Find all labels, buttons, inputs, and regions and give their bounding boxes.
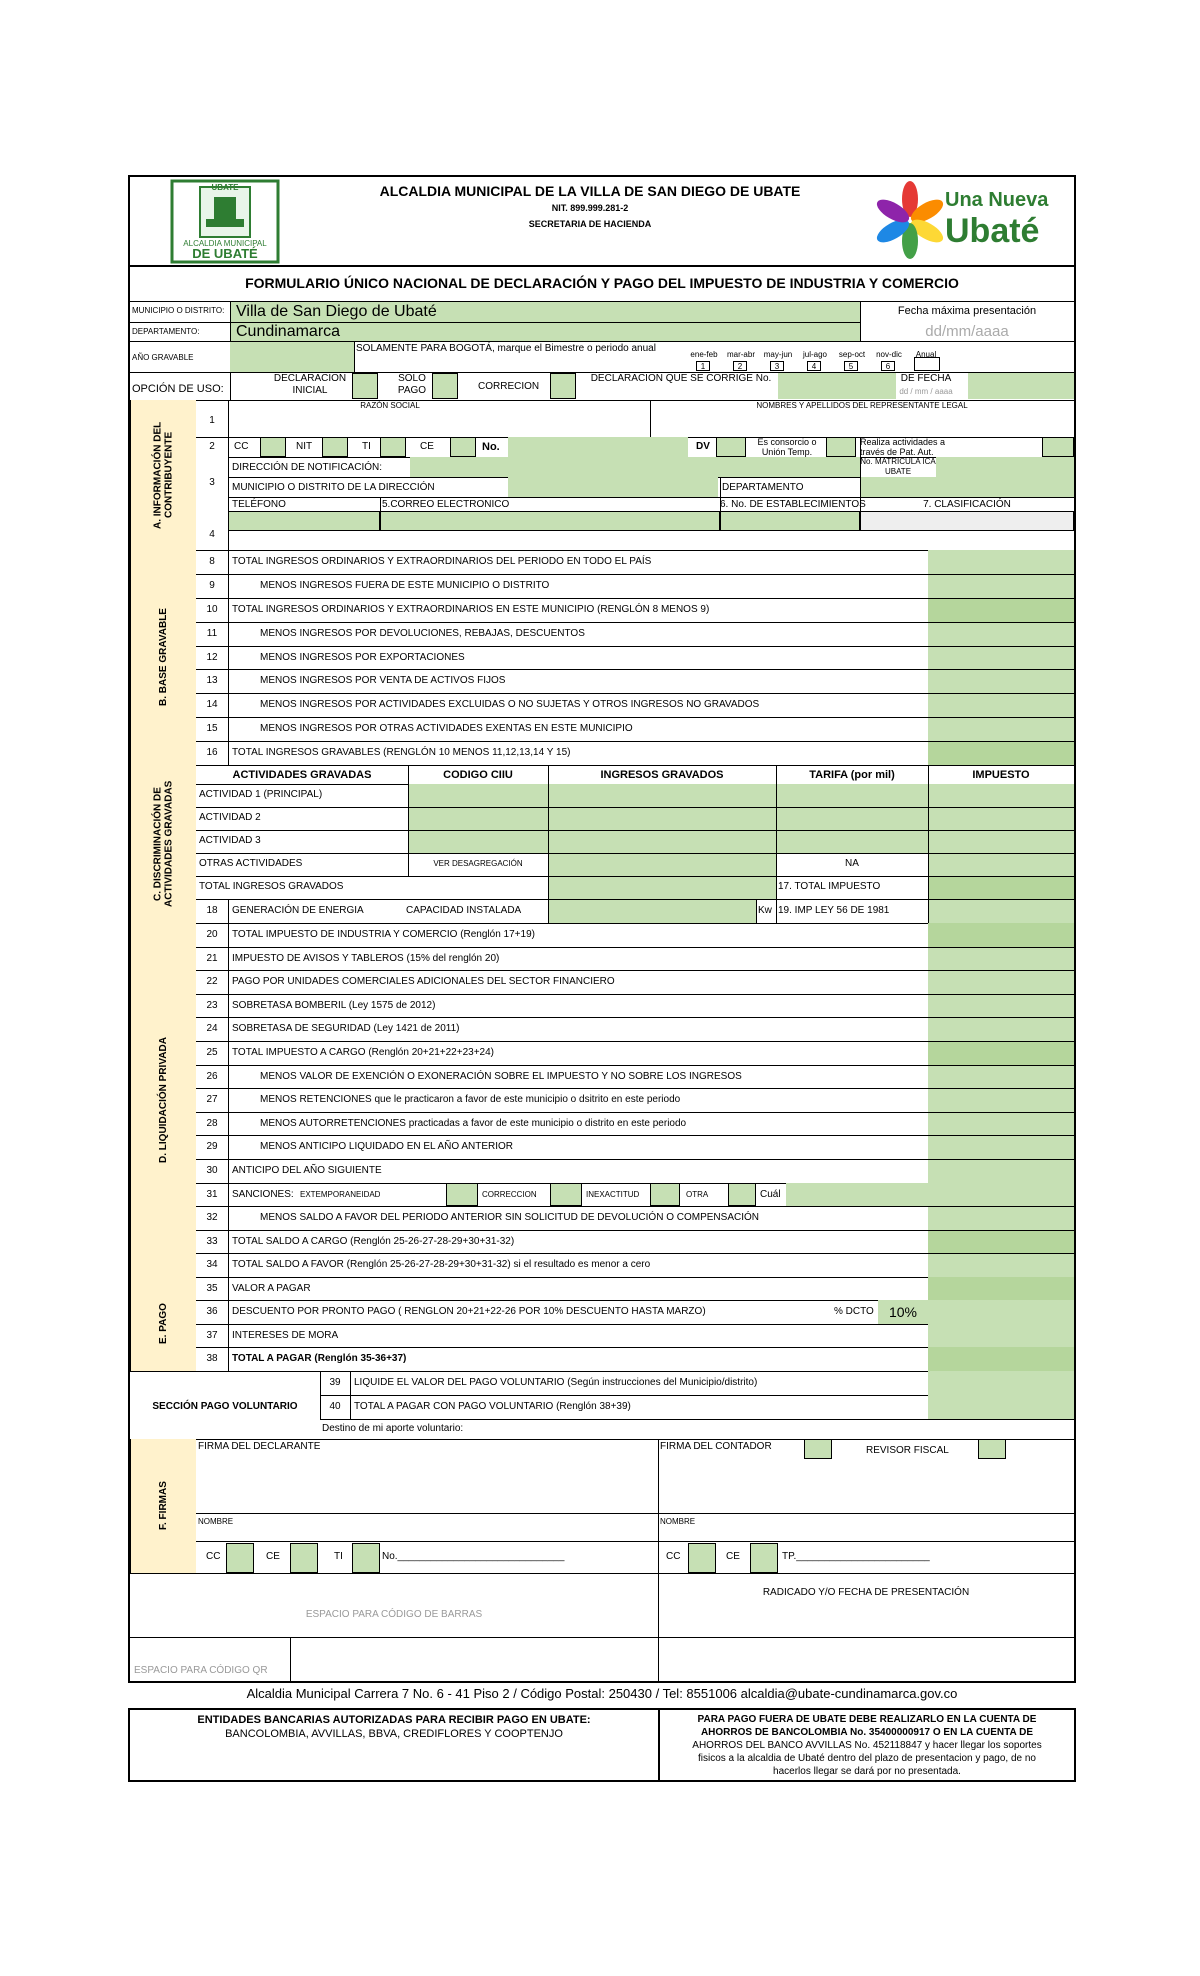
nombre-declarante-label: NOMBRE: [198, 1517, 234, 1526]
cual-label: Cuál: [760, 1188, 781, 1200]
row-label-16: TOTAL INGRESOS GRAVABLES (RENGLÓN 10 MENOS 11,12,13,14 Y 15): [232, 747, 571, 759]
bimestre-label-2: mar-abr: [726, 350, 755, 359]
row-num-38: 38: [206, 1353, 218, 1364]
row-num-35: 35: [206, 1283, 218, 1294]
pago-fuera-5: hacerlos llegar se dará por no presentada.: [773, 1766, 961, 1777]
contador-ce-label: CE: [726, 1551, 740, 1562]
section-e-label: E. PAGO: [130, 1277, 196, 1371]
contador-tp-field[interactable]: TP.________________________: [782, 1551, 930, 1562]
kw-label: Kw: [758, 905, 772, 916]
establecimientos-field[interactable]: [720, 511, 860, 531]
r38-field[interactable]: [928, 1347, 1074, 1371]
row-label-8: TOTAL INGRESOS ORDINARIOS Y EXTRAORDINARIOS DEL PERIODO EN TODO EL PAÍS: [232, 556, 652, 567]
capacidad-label: CAPACIDAD INSTALADA: [406, 905, 522, 916]
act2-tarifa-field[interactable]: [776, 807, 928, 830]
form-title: FORMULARIO ÚNICO NACIONAL DE DECLARACIÓN Y PAGO DEL IMPUESTO DE INDUSTRIA Y COMERCIO: [245, 275, 959, 291]
de-fecha-field[interactable]: dd / mm / aaaa: [899, 387, 953, 396]
bogota-label: SOLAMENTE PARA BOGOTÁ, marque el Bimestre o periodo anual: [356, 343, 656, 354]
total-impuesto-field[interactable]: [928, 876, 1074, 899]
row-num-31: 31: [206, 1188, 218, 1200]
radicado-label: RADICADO Y/O FECHA DE PRESENTACIÓN: [762, 1587, 970, 1598]
ti-label: TI: [362, 441, 371, 452]
row-label-26: MENOS VALOR DE EXENCIÓN O EXONERACIÓN SOBRE EL IMPUESTO Y NO SOBRE LOS INGRESOS: [260, 1070, 742, 1082]
section-b-label: B. BASE GRAVABLE: [130, 550, 196, 765]
section-a-label: A. INFORMACIÓN DEL CONTRIBUYENTE: [130, 400, 196, 550]
act2-impuesto-field[interactable]: [928, 807, 1074, 830]
otra-label: OTRA: [686, 1189, 709, 1199]
direccion-label: DIRECCIÓN DE NOTIFICACIÓN:: [232, 462, 383, 473]
ce-label: CE: [420, 441, 434, 452]
r35-label: VALOR A PAGAR: [232, 1283, 311, 1294]
row-num-30: 30: [206, 1165, 218, 1176]
act1-ciiu-field[interactable]: [408, 784, 548, 807]
correo-field[interactable]: [380, 511, 720, 531]
telefono-field[interactable]: [228, 511, 380, 531]
row-field-15[interactable]: [928, 717, 1074, 741]
row-num-33: 33: [206, 1235, 218, 1247]
bimestre-label-1: ene-feb: [690, 350, 718, 359]
extemp-field[interactable]: [446, 1183, 478, 1207]
firma-cc-label: CC: [206, 1551, 221, 1562]
r39-label: LIQUIDE EL VALOR DEL PAGO VOLUNTARIO (Según instrucciones del Municipio/distrito): [354, 1377, 758, 1388]
generacion-label: GENERACIÓN DE ENERGIA: [232, 905, 364, 916]
correccion-sancion-label: CORRECCION: [482, 1189, 537, 1199]
representante-label: NOMBRES Y APELLIDOS DEL REPRESENTANTE LEGAL: [756, 401, 968, 410]
declaracion-corrige-label: DECLARACION QUE SE CORRIGE No.: [590, 373, 772, 384]
row-num-14: 14: [206, 699, 218, 711]
contador-cc-label: CC: [666, 1551, 681, 1562]
row-label-13: MENOS INGRESOS POR VENTA DE ACTIVOS FIJOS: [260, 675, 506, 687]
ano-label: AÑO GRAVABLE: [132, 353, 194, 362]
ano-field[interactable]: [230, 342, 354, 372]
ley56-label: 19. IMP LEY 56 DE 1981: [778, 905, 890, 916]
row-num-22: 22: [206, 976, 218, 988]
header-secretaria: SECRETARIA DE HACIENDA: [528, 219, 652, 229]
row-field-10[interactable]: [928, 598, 1074, 622]
row-field-12[interactable]: [928, 646, 1074, 670]
razon-social-label: RAZÓN SOCIAL: [360, 401, 420, 410]
row-num-1: 1: [209, 415, 215, 426]
row-num-28: 28: [206, 1117, 218, 1129]
row-label-14: MENOS INGRESOS POR ACTIVIDADES EXCLUIDAS O NO SUJETAS Y OTROS INGRESOS NO GRAVADOS: [260, 699, 760, 711]
row-num-4: 4: [209, 529, 215, 540]
firma-ti-label: TI: [334, 1551, 343, 1562]
row-field-16[interactable]: [928, 741, 1074, 765]
row-field-31[interactable]: [928, 1183, 1074, 1207]
act2-ciiu-field[interactable]: [408, 807, 548, 830]
h-ciiu: CODIGO CIIU: [443, 769, 513, 781]
bimestre-checkbox-3[interactable]: 3: [770, 361, 784, 371]
firma-ce-label: CE: [266, 1551, 280, 1562]
r36-label: DESCUENTO POR PRONTO PAGO ( RENGLON 20+21+22-26 POR 10% DESCUENTO HASTA MARZO): [232, 1306, 706, 1317]
bimestre-label-7: Anual: [915, 350, 937, 359]
row-label-20: TOTAL IMPUESTO DE INDUSTRIA Y COMERCIO (Renglón 17+19): [232, 929, 535, 940]
row-num-8: 8: [209, 556, 215, 567]
matricula-label: No. MATRICULA ICA UBATE: [860, 457, 936, 476]
municipio-label: MUNICIPIO O DISTRITO:: [132, 306, 225, 315]
declaracion-inicial-checkbox[interactable]: [352, 373, 378, 399]
extemp-label: EXTEMPORANEIDAD: [300, 1189, 381, 1199]
section-f-label: F. FIRMAS: [130, 1439, 196, 1573]
act1-impuesto-field[interactable]: [928, 784, 1074, 807]
cual-field[interactable]: [786, 1183, 928, 1207]
row-num-40: 40: [329, 1401, 341, 1412]
pat-aut-checkbox[interactable]: [1042, 437, 1074, 457]
anual-checkbox[interactable]: [914, 357, 940, 371]
r40-label: TOTAL A PAGAR CON PAGO VOLUNTARIO (Renglón 38+39): [354, 1401, 631, 1412]
ver-desagregacion[interactable]: VER DESAGREGACIÓN: [433, 859, 523, 868]
row-field-22[interactable]: [928, 970, 1074, 994]
departamento-value: Cundinamarca: [236, 323, 341, 340]
r39-field[interactable]: [928, 1371, 1074, 1395]
firma-cc-checkbox[interactable]: [226, 1543, 254, 1573]
row-label-23: SOBRETASA BOMBERIL (Ley 1575 de 2012): [232, 999, 436, 1011]
row-num-24: 24: [206, 1023, 218, 1035]
solo-pago-label: SOLO PAGO: [397, 373, 427, 396]
row-field-24[interactable]: [928, 1017, 1074, 1041]
row-field-13[interactable]: [928, 669, 1074, 693]
correccion-checkbox[interactable]: [550, 373, 576, 399]
bimestre-checkbox-4[interactable]: 4: [807, 361, 821, 371]
row-field-9[interactable]: [928, 574, 1074, 598]
row-num-20: 20: [206, 929, 218, 940]
firma-ti-checkbox[interactable]: [352, 1543, 380, 1573]
row-num-25: 25: [206, 1047, 218, 1058]
act3-ingresos-field[interactable]: [548, 830, 776, 853]
direccion-field[interactable]: [410, 457, 860, 477]
contador-checkbox[interactable]: [804, 1439, 832, 1459]
row-field-29[interactable]: [928, 1135, 1074, 1159]
row-label-12: MENOS INGRESOS POR EXPORTACIONES: [260, 651, 465, 663]
de-fecha-label: DE FECHA: [900, 373, 952, 384]
row-field-11[interactable]: [928, 622, 1074, 646]
r37-label: INTERESES DE MORA: [232, 1330, 339, 1341]
act1-label: ACTIVIDAD 1 (PRINCIPAL): [199, 789, 323, 800]
r37-field[interactable]: [928, 1324, 1074, 1347]
act1-ingresos-field[interactable]: [548, 784, 776, 807]
telefono-label: TELÉFONO: [232, 499, 286, 510]
total-ingresos-label: TOTAL INGRESOS GRAVADOS: [199, 881, 344, 892]
row-field-23[interactable]: [928, 994, 1074, 1018]
pinwheel-logo-icon: [875, 179, 945, 259]
codigo-qr-label: ESPACIO PARA CÓDIGO QR: [134, 1665, 268, 1676]
declaracion-inicial-label: DECLARACION INICIAL: [273, 373, 347, 396]
row-label-10: TOTAL INGRESOS ORDINARIOS Y EXTRAORDINARIOS EN ESTE MUNICIPIO (RENGLÓN 8 MENOS 9): [232, 603, 710, 615]
r36-field[interactable]: [928, 1300, 1074, 1324]
ley56-field[interactable]: [928, 899, 1074, 923]
row-num-36: 36: [206, 1306, 218, 1317]
brand-line1: Una Nueva: [945, 189, 1049, 211]
firma-no-field[interactable]: No.______________________________: [382, 1551, 565, 1562]
logo-sub-text: ALCALDIA MUNICIPAL: [183, 239, 267, 248]
r40-field[interactable]: [928, 1395, 1074, 1419]
total-impuesto-label: 17. TOTAL IMPUESTO: [778, 881, 881, 892]
bimestre-checkbox-6[interactable]: 6: [881, 361, 895, 371]
row-num-3: 3: [209, 477, 215, 488]
row-label-15: MENOS INGRESOS POR OTRAS ACTIVIDADES EXENTAS EN ESTE MUNICIPIO: [260, 723, 633, 735]
row-label-28: MENOS AUTORRETENCIONES practicadas a favor de este municipio o distrito en este periodo: [260, 1117, 687, 1129]
act2-ingresos-field[interactable]: [548, 807, 776, 830]
r38-label: TOTAL A PAGAR (Renglón 35-36+37): [232, 1353, 407, 1364]
bimestre-checkbox-5[interactable]: 5: [844, 361, 858, 371]
section-c-label: C. DISCRIMINACIÓN DE ACTIVIDADES GRAVADAS: [130, 765, 196, 923]
firma-ce-checkbox[interactable]: [290, 1543, 318, 1573]
h-actividades: ACTIVIDADES GRAVADAS: [232, 769, 372, 781]
row-field-33[interactable]: [928, 1230, 1074, 1254]
footer-address: Alcaldia Municipal Carrera 7 No. 6 - 41 Piso 2 / Código Postal: 250430 / Tel: 8551006 alcaldia@ubate-cundinamarca.gov.co: [246, 1686, 958, 1701]
row-field-26[interactable]: [928, 1065, 1074, 1089]
row-label-25: TOTAL IMPUESTO A CARGO (Renglón 20+21+22+23+24): [232, 1047, 494, 1058]
act3-impuesto-field[interactable]: [928, 830, 1074, 853]
correccion-sancion-field[interactable]: [550, 1183, 582, 1207]
bimestre-label-4: jul-ago: [802, 350, 827, 359]
row-label-22: PAGO POR UNIDADES COMERCIALES ADICIONALES DEL SECTOR FINANCIERO: [232, 976, 615, 988]
act1-tarifa-field[interactable]: [776, 784, 928, 807]
row-field-8[interactable]: [928, 550, 1074, 574]
act3-label: ACTIVIDAD 3: [199, 835, 261, 846]
logo-bottom-text: DE UBATÉ: [192, 246, 258, 261]
clasificacion-label: 7. CLASIFICACIÓN: [923, 499, 1011, 510]
act3-tarifa-field[interactable]: [776, 830, 928, 853]
tax-form: [128, 175, 1076, 1683]
inexactitud-field[interactable]: [650, 1183, 680, 1207]
section-d-label: D. LIQUIDACIÓN PRIVADA: [130, 923, 196, 1277]
municipio-field[interactable]: [230, 302, 860, 322]
row-field-25[interactable]: [928, 1041, 1074, 1065]
row-num-13: 13: [206, 675, 218, 687]
ce-checkbox[interactable]: [450, 437, 476, 457]
row-num-26: 26: [206, 1070, 218, 1082]
inexactitud-label: INEXACTITUD: [586, 1189, 640, 1199]
no-label: No.: [482, 441, 500, 453]
revisor-label: REVISOR FISCAL: [866, 1445, 949, 1456]
mun-dir-label: MUNICIPIO O DISTRITO DE LA DIRECCIÓN: [232, 482, 435, 493]
header-nit: NIT. 899.999.281-2: [551, 203, 629, 213]
revisor-checkbox[interactable]: [978, 1439, 1006, 1459]
row-num-39: 39: [329, 1377, 341, 1388]
id-number-field[interactable]: [508, 437, 688, 457]
otras-impuesto-field[interactable]: [928, 853, 1074, 876]
pago-fuera-2: AHORROS DE BANCOLOMBIA No. 35400000917 O EN LA CUENTA DE: [700, 1727, 1034, 1738]
ti-checkbox[interactable]: [380, 437, 406, 457]
entidades-title: ENTIDADES BANCARIAS AUTORIZADAS PARA RECIBIR PAGO EN UBATE:: [197, 1714, 591, 1726]
depto-label: DEPARTAMENTO: [722, 482, 804, 493]
row-num-34: 34: [206, 1259, 218, 1271]
mun-dir-field[interactable]: [508, 477, 718, 497]
row-label-32: MENOS SALDO A FAVOR DEL PERIODO ANTERIOR SIN SOLICITUD DE DEVOLUCIÓN O COMPENSACIÓN: [260, 1212, 759, 1224]
row-label-9: MENOS INGRESOS FUERA DE ESTE MUNICIPIO O DISTRITO: [260, 579, 550, 591]
pago-fuera-4: fisicos a la alcaldia de Ubaté dentro del plazo de presentacion y pago, de no: [697, 1753, 1036, 1764]
row-label-30: ANTICIPO DEL AÑO SIGUIENTE: [232, 1165, 382, 1176]
row-field-21[interactable]: [928, 947, 1074, 971]
row-label-33: TOTAL SALDO A CARGO (Renglón 25-26-27-28-29+30+31-32): [232, 1235, 515, 1247]
dv-label: DV: [696, 441, 710, 452]
row-num-12: 12: [206, 651, 218, 663]
row-field-28[interactable]: [928, 1112, 1074, 1136]
matricula-field[interactable]: [936, 457, 1074, 477]
dv-field[interactable]: [716, 437, 746, 457]
row-num-32: 32: [206, 1212, 218, 1224]
fecha-label: Fecha máxima presentación: [897, 305, 1037, 317]
nit-checkbox[interactable]: [322, 437, 348, 457]
de-fecha-extra[interactable]: [968, 373, 1074, 399]
codigo-barras-label: ESPACIO PARA CÓDIGO DE BARRAS: [305, 1609, 483, 1620]
h-ingresos: INGRESOS GRAVADOS: [600, 769, 724, 781]
act2-label: ACTIVIDAD 2: [199, 812, 261, 823]
cc-label: CC: [234, 441, 249, 452]
row-num-9: 9: [209, 579, 215, 591]
capacidad-field[interactable]: [548, 899, 756, 923]
na-text: NA: [845, 858, 859, 869]
contador-cc-checkbox[interactable]: [688, 1543, 716, 1573]
voluntario-title: SECCIÓN PAGO VOLUNTARIO: [152, 1401, 298, 1412]
pago-fuera-1: PARA PAGO FUERA DE UBATE DEBE REALIZARLO EN LA CUENTA DE: [697, 1714, 1037, 1725]
r35-field[interactable]: [928, 1277, 1074, 1300]
nombre-contador-label: NOMBRE: [660, 1517, 696, 1526]
pago-fuera-3: AHORROS DEL BANCO AVVILLAS No. 452118847 y hacer llegar los soportes: [692, 1740, 1042, 1751]
row-label-24: SOBRETASA DE SEGURIDAD (Ley 1421 de 2011): [232, 1023, 460, 1035]
row-field-20[interactable]: [928, 923, 1074, 947]
bimestre-checkbox-1[interactable]: 1: [696, 361, 710, 371]
row-num-29: 29: [206, 1141, 218, 1153]
firma-contador-label: FIRMA DEL CONTADOR: [660, 1441, 772, 1452]
row-num-2: 2: [209, 441, 215, 452]
sanciones-label: SANCIONES:: [232, 1188, 294, 1200]
fecha-field[interactable]: dd/mm/aaaa: [925, 323, 1009, 340]
row-field-32[interactable]: [928, 1206, 1074, 1230]
bimestre-label-5: sep-oct: [838, 350, 866, 359]
dcto-value: 10%: [888, 1304, 918, 1320]
municipio-value: Villa de San Diego de Ubaté: [236, 303, 437, 320]
contador-ce-checkbox[interactable]: [750, 1543, 778, 1573]
bimestre-label-3: may-jun: [763, 350, 793, 359]
bimestre-label-6: nov-dic: [876, 350, 902, 359]
correo-label: 5.CORREO ELECTRONICO: [382, 499, 510, 510]
firma-declarante-label: FIRMA DEL DECLARANTE: [198, 1441, 321, 1452]
row-label-21: IMPUESTO DE AVISOS Y TABLEROS (15% del renglón 20): [232, 952, 500, 964]
row-field-30[interactable]: [928, 1159, 1074, 1183]
h-tarifa: TARIFA (por mil): [809, 769, 895, 781]
row-num-18: 18: [206, 905, 218, 916]
otras-ingresos-field[interactable]: [548, 853, 776, 876]
row-num-27: 27: [206, 1094, 218, 1106]
row-num-37: 37: [206, 1330, 218, 1341]
correccion-label: CORRECION: [478, 381, 540, 392]
h-impuesto: IMPUESTO: [972, 769, 1030, 781]
logo-top-text: UBATE: [211, 183, 239, 192]
dcto-field[interactable]: [878, 1300, 928, 1324]
row-num-21: 21: [206, 952, 218, 964]
brand-line2: Ubaté: [945, 212, 1040, 250]
entidades-list: BANCOLOMBIA, AVVILLAS, BBVA, CREDIFLORES Y COOPTENJO: [225, 1728, 563, 1740]
consorcio-label: Es consorcio o Unión Temp.: [757, 437, 817, 457]
row-num-23: 23: [206, 999, 218, 1011]
row-field-14[interactable]: [928, 693, 1074, 717]
establecimientos-label: 6. No. DE ESTABLECIMIENTOS: [720, 499, 866, 510]
row-num-11: 11: [206, 627, 218, 639]
solo-pago-checkbox[interactable]: [432, 373, 458, 399]
header-title: ALCALDIA MUNICIPAL DE LA VILLA DE SAN DIEGO DE UBATE: [379, 183, 801, 199]
entidades-box: [128, 1708, 1076, 1782]
row-label-11: MENOS INGRESOS POR DEVOLUCIONES, REBAJAS, DESCUENTOS: [260, 627, 585, 639]
nit-label: NIT: [296, 441, 313, 452]
dcto-label: % DCTO: [834, 1306, 874, 1317]
otras-label: OTRAS ACTIVIDADES: [199, 858, 303, 869]
clasificacion-field[interactable]: [860, 511, 1074, 531]
row-num-10: 10: [206, 603, 218, 615]
opcion-label: OPCIÓN DE USO:: [132, 383, 224, 395]
bimestre-checkbox-2[interactable]: 2: [733, 361, 747, 371]
destino-label: Destino de mi aporte voluntario:: [322, 1423, 464, 1434]
row-field-27[interactable]: [928, 1088, 1074, 1112]
depto-field[interactable]: [860, 477, 1074, 497]
otra-field[interactable]: [728, 1183, 756, 1207]
row-num-15: 15: [206, 723, 218, 735]
departamento-label: DEPARTAMENTO:: [132, 327, 200, 336]
row-label-29: MENOS ANTICIPO LIQUIDADO EN EL AÑO ANTERIOR: [260, 1141, 514, 1153]
departamento-field[interactable]: [230, 323, 860, 341]
row-field-34[interactable]: [928, 1253, 1074, 1277]
cc-checkbox[interactable]: [260, 437, 286, 457]
row-num-16: 16: [206, 747, 218, 759]
act3-ciiu-field[interactable]: [408, 830, 548, 853]
pat-aut-label: Realiza actividades a través de Pat. Aut.: [860, 437, 946, 457]
consorcio-checkbox[interactable]: [826, 437, 856, 457]
row-label-27: MENOS RETENCIONES que le practicaron a favor de este municipio o dsitrito en este periodo: [260, 1094, 681, 1106]
total-ingresos-field[interactable]: [548, 876, 776, 899]
declaracion-corrige-field[interactable]: [778, 373, 896, 399]
row-label-34: TOTAL SALDO A FAVOR (Renglón 25-26-27-28-29+30+31-32) si el resultado es menor a cero: [232, 1259, 651, 1271]
